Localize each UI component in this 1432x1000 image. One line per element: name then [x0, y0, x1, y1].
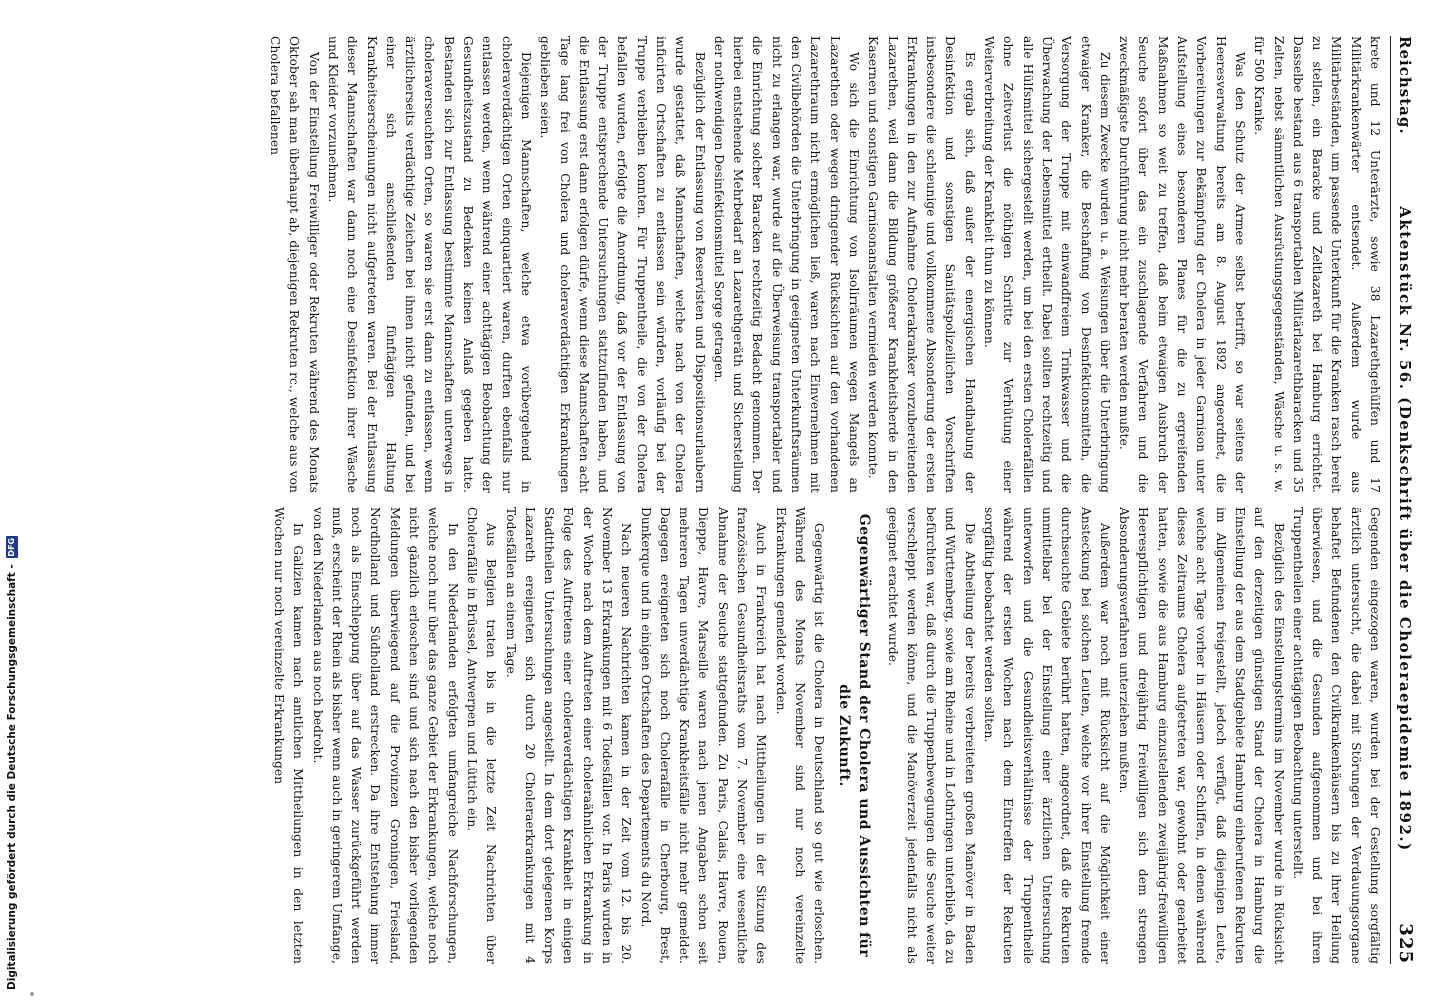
paragraph: In den Niederlanden erfolgten umfangreiche Nachforschungen, welche noch nur über das ganze Gebiet der Erkrankungen, welche noch nicht gänzlich erloschen sind und sich nach den bisher vorliegenden Meldungen überwiegend auf die Provinzen Groningen, Friesland, Nordholland und Südholland erstrecken. Da ihre Entstehung immer noch als Einschleppung über auf das Wasser zurückgeführt werden muß, erscheint der Rhein als bisher wenn auch in geringerem Umfange, von den Niederlanden aus noch bedroht. [310, 507, 460, 964]
rotated-document-page [84, 20, 1424, 980]
scan-corner-mark [30, 992, 34, 996]
text-columns [114, 36, 1384, 964]
section-heading: Gegenwärtiger Stand der Cholera und Aussichten für die Zukunft. [836, 513, 873, 958]
header-left: Reichstag. [1396, 36, 1414, 135]
paragraph: Die Abtheilung der bereits verbreiteten großen Manöver in Baden und Württemberg, sowie am Rheine und in Lothringen unterblieb, da zu befürchten war, daß durch die Truppenbewegungen die Seuche weiter verschleppt werden könne, und die Manöverzeit jedenfalls nicht als geeignet erachtet wurde. [885, 507, 977, 964]
text-column-left [114, 36, 1384, 493]
paragraph: Von der Einstellung Freiwilliger oder Rekruten während des Monats Oktober sah man überhaupt ab, diejenigen Rekruten rc., welche aus von Cholera befallenen [268, 36, 321, 493]
paragraph: Bezüglich des Einstellungstermins im November wurde in Rücksicht auf den derzeitigen günstigen Stand der Cholera in Hamburg die Einstellung der aus dem Stadtgebiete Hamburg einberufenen Rekruten im Allgemeinen freigestellt, jedoch verfügt, daß diejenigen Leute, welche acht Tage vorher in Häusern oder Schiffen, in denen während dieses Zeitraums Cholera aufgetreten war, gewohnt oder gearbeitet hatten, sowie die aus Hamburg einzustellenden zweijährig-freiwilligen Heerespflichtigen und dreijährig Freiwilligen sich dem strengen Absonderungsverfahren unterziehen mußten. [1117, 507, 1286, 964]
paragraph: In Galizien kamen nach amtlichen Mittheilungen in den letzten Wochen nur noch vereinzelte Erkrankungen [271, 507, 306, 964]
paragraph: Es ergab sich, daß außer der energischen Handhabung der Desinfektion und sonstigen Sanitätspolizeilichen Vorschriften insbesondere die schleunige und vollkommene Absonderung der ersten Erkrankungen in den zur Aufnahme Cholerakranker vorzubereitenden Lazarethen, weil dann die Bildung größerer Krankheitsherde in den Kasernen und sonstigen Garnisonanstalten vermieden werden konnte. [866, 36, 977, 493]
page-number: 325 [1395, 923, 1416, 964]
paragraph: Auch in Frankreich hat nach Mittheilungen in der Sitzung des französischen Gesundheitsraths vom 7. November eine wesentliche Abnahme der Seuche stattgefunden. Zu Paris, Calais, Havre, Rouen, Dieppe, Havre, Marseille waren nach jenen Angaben schon seit mehreren Tagen unverdächtige Krankheitsfälle nicht mehr gemeldet. Dagegen ereigneten sich noch Cholerafälle in Cherbourg, Brest, Dunkerque und in einigen Ortschaften des Departements du Nord. [638, 507, 769, 964]
dfg-logo-icon: DFG [7, 537, 16, 557]
digitization-footer [0, 0, 26, 1000]
paragraph: Gegenden eingezogen waren, wurden bei der Gestellung sorgfältig ärztlich untersucht, die dabei mit Störungen der Verdauungsorgane behaftet Befundenen den Civilkrankenhäusern bis zu ihrer Heilung überwiesen, und die Gesunden aufgenommen und bei ihren Truppentheilen einer achttägigen Beobachtung unterstellt. [1290, 507, 1382, 964]
text-column-right [114, 507, 1384, 964]
page-header [1390, 36, 1416, 964]
paragraph: Wo sich die Einrichtung von Isolirräumen wegen Mangels an Lazarethen oder wegen dringender Rücksichten auf den vorhandenen Lazarethraum nicht ermöglichen ließ, waren nach Einvernehmen mit den Civilbehörden die Unterbringung in geeigneten Unterkunftsräumen nicht zu erlangen war, wurde auf die Überweisung transportabler und die Einrichtung solcher Baracken rechtzeitig Bedacht genommen. Der hierbei entstehende Mehrbedarf an Lazarethgeräth und Sicherstellung der nothwendigen Desinfektionsmittel Sorge getragen. [711, 36, 861, 493]
paragraph: Zu diesem Zwecke wurden u. a. Weisungen über die Unterbringung etwaiger Kranker, die Beschaffung von Desinfektionsmitteln, die Versorgung der Truppe mit einwandfreiem Trinkwasser und die Überwachung der Lebensmittel ertheilt. Dabei sollten rechtzeitig und alle Hülfsmittel sichergestellt werden, um bei den ersten Cholerafällen ohne Zeitverlust die nöthigen Schritte zur Verhütung einer Weiterverbreitung der Krankheit thun zu können. [982, 36, 1112, 493]
paragraph: Aus Belgien traten bis in die letzte Zeit Nachrichten über Cholerafälle in Brüssel, Antwerpen und Lüttich ein. [464, 507, 499, 964]
paragraph: krete und 12 Unterärzte, sowie 38 Lazarethgehülfen und 17 Militärkrankenwärter entsendet. Außerdem wurde aus Militärbeständen, um passende Unterkunft für die Kranken rasch bereit zu stellen, ein Baracke und Zeltlazareth bei Hamburg errichtet. Dasselbe bestand aus 6 transportablen Militärlazarethbaracken und 35 Zelten, nebst sämmtlichen Ausrüstungsgegenständen, Wäsche u. s. w. für 500 Kranke. [1252, 36, 1382, 493]
header-title: Aktenstück Nr. 56. (Denkschrift über die Choleraepidemie 1892.) [1396, 206, 1414, 852]
paragraph: Diejenigen Mannschaften, welche etwa vorübergehend in choleraverdächtigen Orten einquartiert waren, durften ebenfalls nur entlassen werden, wenn während einer achttägigen Beobachtung der Gesundheitszustand zu Bedenken keinen Anlaß gegeben hatte. Bestanden sich zur Entlassung bestimmte Mannschaften unterwegs in choleraverseuchten Orten, so waren sie erst dann zu entlassen, wenn ärztlicherseits verdächtige Zeichen bei ihnen nicht gefunden, und bei einer sich anschließenden fünftägigen Haltung Krankheitserscheinungen nicht aufgetreten waren. Bei der Entlassung dieser Mannschaften war dann noch eine Desinfektion ihrer Wäsche und Kleider vorzunehmen. [325, 36, 533, 493]
paragraph: Gegenwärtig ist die Cholera in Deutschland so gut wie erloschen. Während des Monats November sind nur noch vereinzelte Erkrankungen gemeldet worden. [773, 507, 827, 964]
paragraph: Bezüglich der Entlassung von Reservisten und Dispositionsurlaubern wurde gestattet, daß Mannschaften, welche nach von der Cholera inficirten Ortschaften zu entlassen sein würden, vorläufig bei der Truppe verbleiben konnten. Für Truppentheile, die von der Cholera befallen wurden, erfolgte die Anordnung, daß vor der Entlassung von der Truppe entsprechende Untersuchungen stattzufinden haben, und die Entlassung erst dann erfolgen dürfe, wenn diese Mannschaften acht Tage lang frei von Cholera und choleraverdächtigen Erkrankungen geblieben seien. [538, 36, 707, 493]
paragraph: Außerdem war noch mit Rücksicht auf die Möglichkeit einer Ansteckung bei solchen Leuten, welche vor ihrer Einstellung fremde durchseuchte Gebiete berührt hatten, angeordnet, daß die Rekruten unmittelbar bei der Einstellung einer ärztlichen Untersuchung unterworfen und die Gesundheitsverhältnisse der Truppentheile während der ersten Wochen nach dem Eintreffen der Rekruten sorgfältig beobachtet werden sollten. [982, 507, 1112, 964]
footer-credit-text: Digitalisierung gefördert durch die Deutsche Forschungsgemeinschaft - [6, 564, 18, 990]
paragraph: Nach neueren Nachrichten kamen in der Zeit vom 12. bis 20. November 13 Erkrankungen mit 6 Todesfällen vor. In Paris wurden in der Woche nach dem Auftreten einer choleraähnlichen Erkrankung in Folge des Auftretens einer choleraverdächtigen Krankheit in einigen Stadttheilen Untersuchungen angestellt. In dem dort gelegenen Korps Lazareth ereigneten sich durch 20 Choleraerkrankungen mit 4 Todesfällen an einem Tage. [503, 507, 634, 964]
paragraph: Was den Schutz der Armee selbst betrifft, so war seitens der Heeresverwaltung bereits am 8. August 1892 angeordnet, die Vorbereitungen zur Bekämpfung der Cholera in jeder Garnison unter Aufstellung eines besonderen Planes für die zu ergreifenden Maßnahmen so weit zu treffen, daß beim etwaigen Ausbruch der Seuche sofort über das ein zuschlagende Verfahren und die zweckmäßigste Durchführung nicht mehr beraten werden mußte. [1117, 36, 1247, 493]
footer-strip [1, 0, 23, 990]
